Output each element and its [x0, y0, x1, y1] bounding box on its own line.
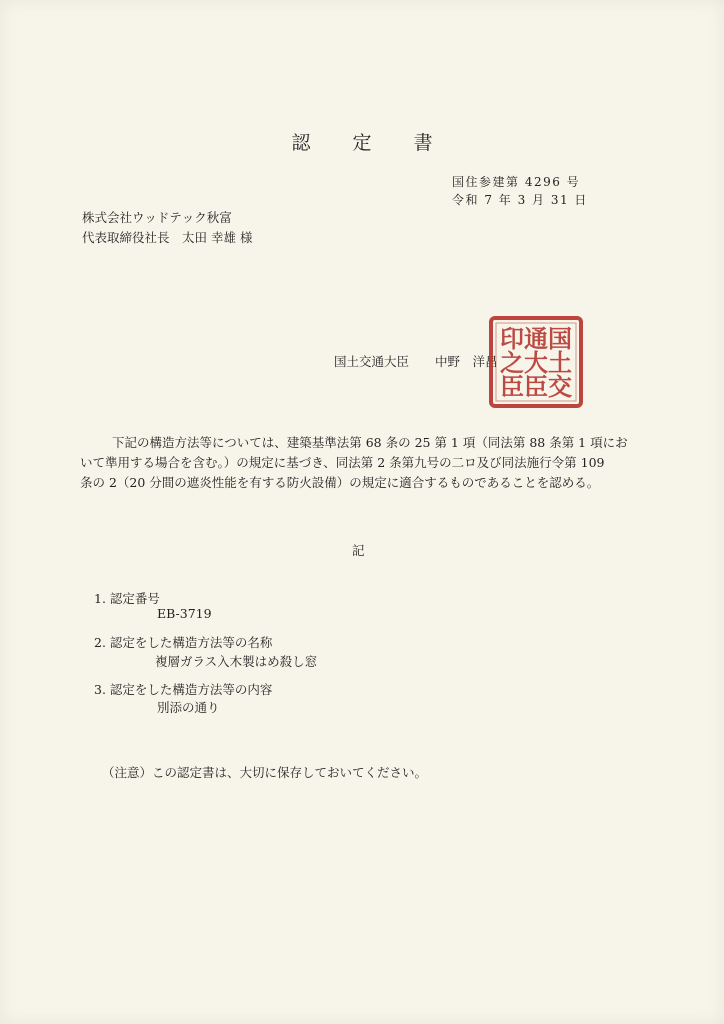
- seal-glyph: 臣: [500, 372, 524, 401]
- item-1-value: EB-3719: [157, 606, 212, 621]
- seal-glyph: 土: [548, 348, 572, 377]
- item-2-value: 複層ガラス入木製はめ殺し窓: [155, 654, 318, 669]
- seal-glyph: 大: [524, 348, 548, 377]
- item-1-title: 1. 認定番号: [94, 591, 160, 606]
- document-date: 令和 7 年 3 月 31 日: [452, 193, 588, 207]
- document-title: 認 定 書: [291, 132, 451, 154]
- seal-glyph: 通: [524, 324, 548, 353]
- document-number: 国住参建第 4296 号: [452, 175, 581, 189]
- official-seal-icon: [488, 315, 584, 409]
- issuer-block: [334, 352, 498, 370]
- seal-glyph: 国: [548, 324, 572, 353]
- ki-heading: 記: [352, 543, 365, 558]
- recipient-representative: 代表取締役社長 太田 幸雄 様: [82, 230, 253, 245]
- item-3-title: 3. 認定をした構造方法等の内容: [94, 682, 273, 697]
- item-3-value: 別添の通り: [157, 700, 220, 715]
- issuer-title: 国土交通大臣: [334, 354, 410, 369]
- item-2-title: 2. 認定をした構造方法等の名称: [94, 635, 273, 650]
- seal-glyph: 印: [500, 324, 524, 353]
- recipient-company: 株式会社ウッドテック秋富: [82, 210, 232, 225]
- seal-glyph: 交: [548, 372, 572, 401]
- certification-statement: [80, 433, 628, 493]
- statement-line-2: いて準用する場合を含む。）の規定に基づき、同法第 2 条第九号の二ロ及び同法施行令第 109: [80, 455, 605, 470]
- statement-line-1: 下記の構造方法等については、建築基準法第 68 条の 25 第 1 項（同法第 88 条第 1 項にお: [112, 435, 628, 450]
- seal-glyph: 之: [500, 348, 524, 377]
- statement-line-3: 条の 2（20 分間の遮炎性能を有する防火設備）の規定に適合するものであることを認める。: [80, 475, 600, 490]
- caution-note: （注意）この認定書は、大切に保存しておいてください。: [102, 765, 428, 780]
- issuer-name: 中野 洋昌: [435, 354, 498, 369]
- seal-glyph: 臣: [524, 372, 548, 401]
